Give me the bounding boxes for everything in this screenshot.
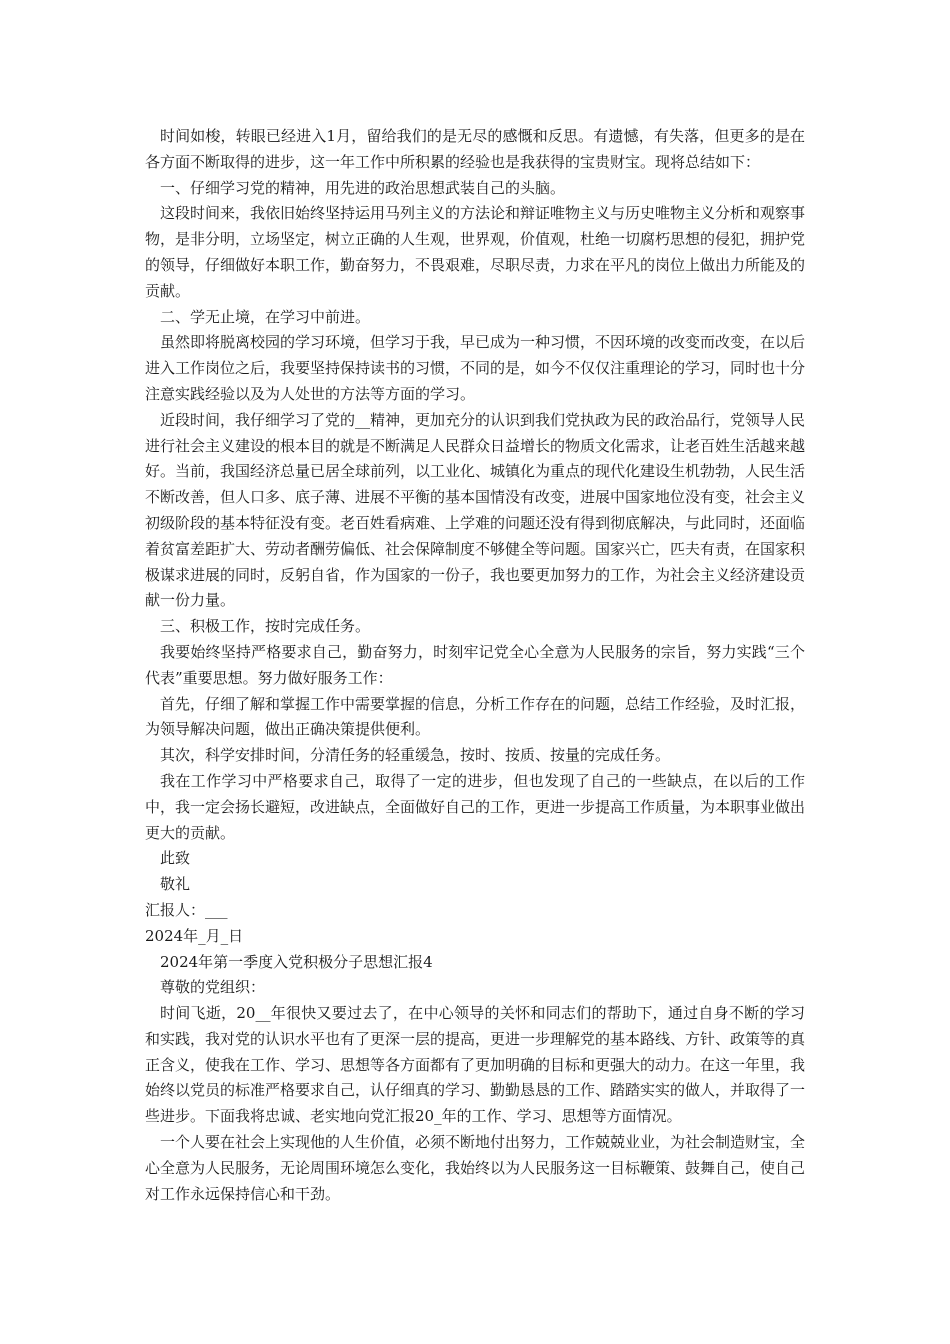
- paragraph: 一个人要在社会上实现他的人生价值，必须不断地付出努力，工作兢兢业业，为社会制造财宝，全心全意为人民服务，无论周围环境怎么变化，我始终以为人民服务这一目标鞭策、鼓舞自己，使自己对工作永远保持信心和干劲。: [145, 1133, 806, 1203]
- reporter-signature: 汇报人：___: [145, 900, 228, 919]
- paragraph-intro: 时间如梭，转眼已经进入1月，留给我们的是无尽的感慨和反思。有遗憾，有失落，但更多的是在各方面不断取得的进步，这一年工作中所积累的经验也是我获得的宝贵财宝。现将总结如下：: [145, 127, 805, 171]
- section-heading-2: 二、学无止境，在学习中前进。: [160, 307, 371, 326]
- paragraph: 时间飞逝，20__年很快又要过去了，在中心领导的关怀和同志们的帮助下，通过自身不断的学习和实践，我对党的认识水平也有了更深一层的提高，更进一步理解党的基本路线、方针、政策等的真正含义，使我在工作、学习、思想等各方面都有了更加明确的目标和更强大的动力。在这一年里，我始终以党员的标准严格要求自己，认仔细真的学习、勤勤恳恳的工作、踏踏实实的做人，并取得了一些进步。下面我将忠诚、老实地向党汇报20_年的工作、学习、思想等方面情况。: [145, 1004, 806, 1126]
- paragraph: 其次，科学安排时间，分清任务的轻重缓急，按时、按质、按量的完成任务。: [160, 746, 671, 765]
- section-heading-1: 一、仔细学习党的精神，用先进的政治思想武装自己的头脑。: [160, 178, 566, 197]
- document-title: 2024年第一季度入党积极分子思想汇报4: [160, 952, 433, 971]
- closing-regards: 敬礼: [160, 875, 191, 894]
- greeting: 尊敬的党组织：: [160, 978, 266, 997]
- paragraph: 首先，仔细了解和掌握工作中需要掌握的信息，分析工作存在的问题，总结工作经验，及时汇报，为领导解决问题，做出正确决策提供便利。: [145, 694, 806, 739]
- document-body: [145, 124, 805, 1207]
- closing-salutation: 此致: [160, 849, 191, 868]
- report-date: 2024年_月_日: [145, 926, 244, 945]
- paragraph: 近段时间，我仔细学习了党的__精神，更加充分的认识到我们党执政为民的政治品行，党领导人民进行社会主义建设的根本目的就是不断满足人民群众日益增长的物质文化需求，让老百姓生活越来越好。当前，我国经济总量已居全球前列，以工业化、城镇化为重点的现代化建设生机勃勃，人民生活不断改善，但人口多、底子薄、进展不平衡的基本国情没有改变，进展中国家地位没有变，社会主义初级阶段的基本特征没有变。老百姓看病难、上学难的问题还没有得到彻底解决，与此同时，还面临着贫富差距扩大、劳动者酬劳偏低、社会保障制度不够健全等问题。国家兴亡，匹夫有责，在国家积极谋求进展的同时，反躬自省，作为国家的一份子，我也要更加努力的工作，为社会主义经济建设贡献一份力量。: [145, 410, 806, 610]
- paragraph: 虽然即将脱离校园的学习环境，但学习于我，早已成为一种习惯，不因环境的改变而改变，在以后进入工作岗位之后，我要坚持保持读书的习惯，不同的是，如今不仅仅注重理论的学习，同时也十分注意实践经验以及为人处世的方法等方面的学习。: [145, 333, 806, 403]
- paragraph: 这段时间来，我依旧始终坚持运用马列主义的方法论和辩证唯物主义与历史唯物主义分析和观察事物，是非分明，立场坚定，树立正确的人生观，世界观，价值观，杜绝一切腐朽思想的侵犯，拥护党的领导，仔细做好本职工作，勤奋努力，不畏艰难，尽职尽责，力求在平凡的岗位上做出力所能及的贡献。: [145, 204, 806, 300]
- section-heading-3: 三、积极工作，按时完成任务。: [160, 617, 371, 636]
- paragraph: 我要始终坚持严格要求自己，勤奋努力，时刻牢记党全心全意为人民服务的宗旨，努力实践“三个代表”重要思想。努力做好服务工作：: [145, 642, 805, 687]
- paragraph: 我在工作学习中严格要求自己，取得了一定的进步，但也发现了自己的一些缺点，在以后的工作中，我一定会扬长避短，改进缺点，全面做好自己的工作，更进一步提高工作质量，为本职事业做出更大的贡献。: [145, 771, 806, 842]
